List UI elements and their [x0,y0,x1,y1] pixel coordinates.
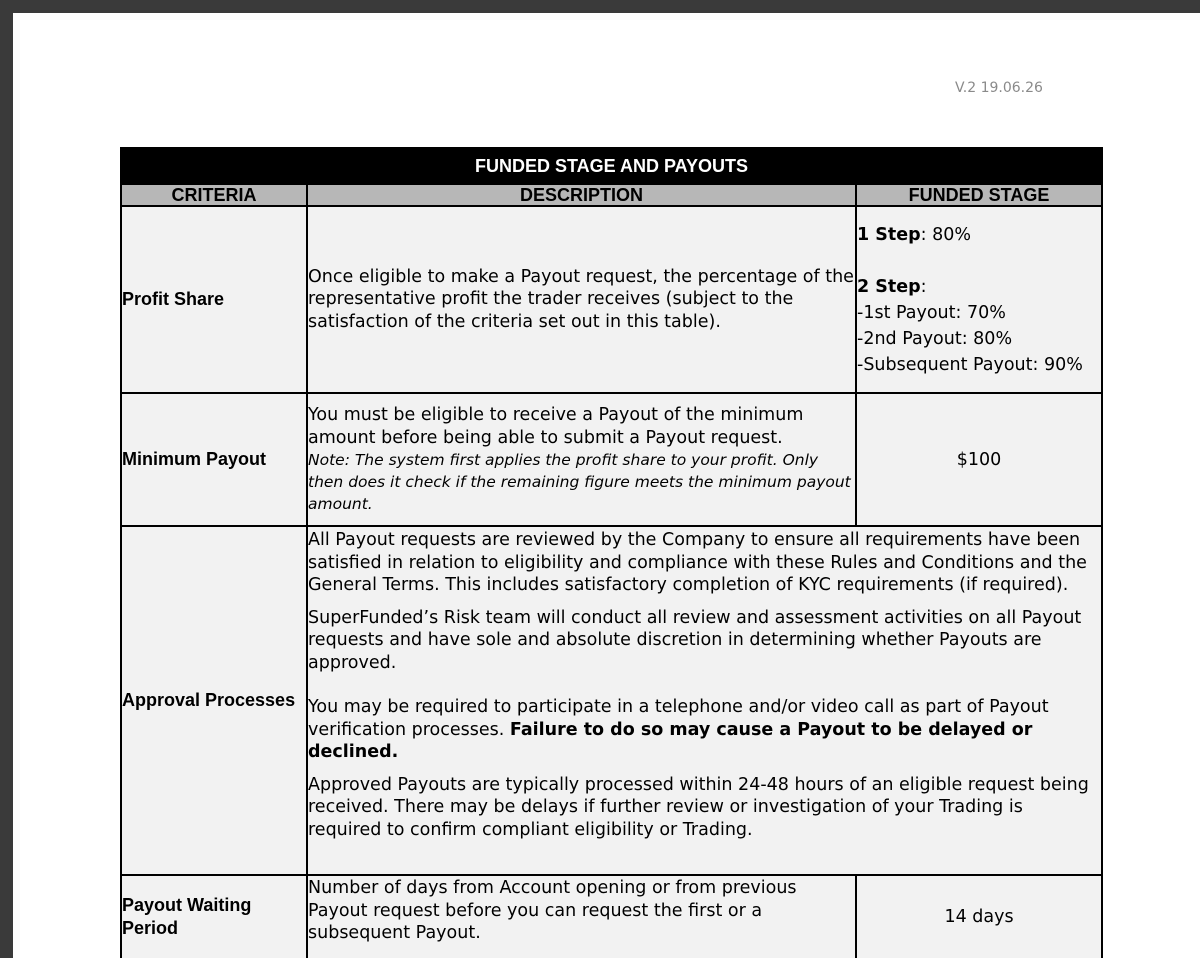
version-label: V.2 19.06.26 [955,80,1043,96]
header-funded-stage: FUNDED STAGE [856,184,1102,206]
step1-line [857,222,1101,248]
criteria-profit-share: Profit Share [121,206,307,393]
approval-paragraph-2: SuperFunded’s Risk team will conduct all review and assessment activities on all Payout requests and have sole and absolute discretion in determining whether Payouts are approved. [308,607,1082,673]
table-title: FUNDED STAGE AND PAYOUTS [121,148,1102,184]
payout2-line: -2nd Payout: 80% [857,328,1013,349]
table-row [121,875,1102,958]
approval-paragraph-3 [308,696,1101,764]
minimum-payout-text: You must be eligible to receive a Payout of the minimum amount before being able to submit a Payout request. [308,405,804,448]
table-row [121,206,1102,393]
table-row [121,526,1102,875]
approval-paragraph-4: Approved Payouts are typically processed within 24-48 hours of an eligible request being received. There may be delays if further review or investigation of your Trading is required to confirm compliant eligibility or Trading. [308,774,1089,840]
minimum-payout-note: Note: The system first applies the profit share to your profit. Only then does it check if the remaining figure meets the minimum payout amount. [308,451,851,513]
funded-stage-payouts-table [120,147,1103,958]
table-header-row [121,184,1102,206]
approval-paragraph-3-text: You may be required to participate in a telephone and/or video call as part of Payout verification processes. [308,697,1049,740]
value-profit-share [856,206,1102,393]
description-approval-processes [307,526,1102,875]
criteria-payout-waiting-period: Payout Waiting Period [121,875,307,958]
step1-label: 1 Step [857,224,921,245]
header-criteria: CRITERIA [121,184,307,206]
description-profit-share: Once eligible to make a Payout request, the percentage of the representative profit the trader receives (subject to the satisfaction of the criteria set out in this table). [307,206,856,393]
criteria-minimum-payout: Minimum Payout [121,393,307,526]
payout3-line: -Subsequent Payout: 90% [857,354,1083,375]
value-payout-waiting-period: 14 days [856,875,1102,958]
table-row [121,393,1102,526]
value-minimum-payout: $100 [856,393,1102,526]
step2-suffix: : [920,276,927,297]
approval-paragraph-1: All Payout requests are reviewed by the Company to ensure all requirements have been satisfied in relation to eligibility and compliance with these Rules and Conditions and the General Terms. This includes satisfactory completion of KYC requirements (if required). [308,530,1087,595]
table-title-row [121,148,1102,184]
header-description: DESCRIPTION [307,184,856,206]
criteria-approval-processes: Approval Processes [121,526,307,875]
approval-warning: Failure to do so may cause a Payout to be delayed or declined. [308,719,1033,762]
step1-value: : 80% [920,224,971,245]
payout1-line: -1st Payout: 70% [857,302,1006,323]
description-payout-waiting-period: Number of days from Account opening or from previous Payout request before you can request the first or a subsequent Payout. [307,875,856,958]
step2-label: 2 Step [857,276,921,297]
description-minimum-payout [307,393,856,526]
step2-line [857,274,1101,300]
document-page [13,13,1200,958]
